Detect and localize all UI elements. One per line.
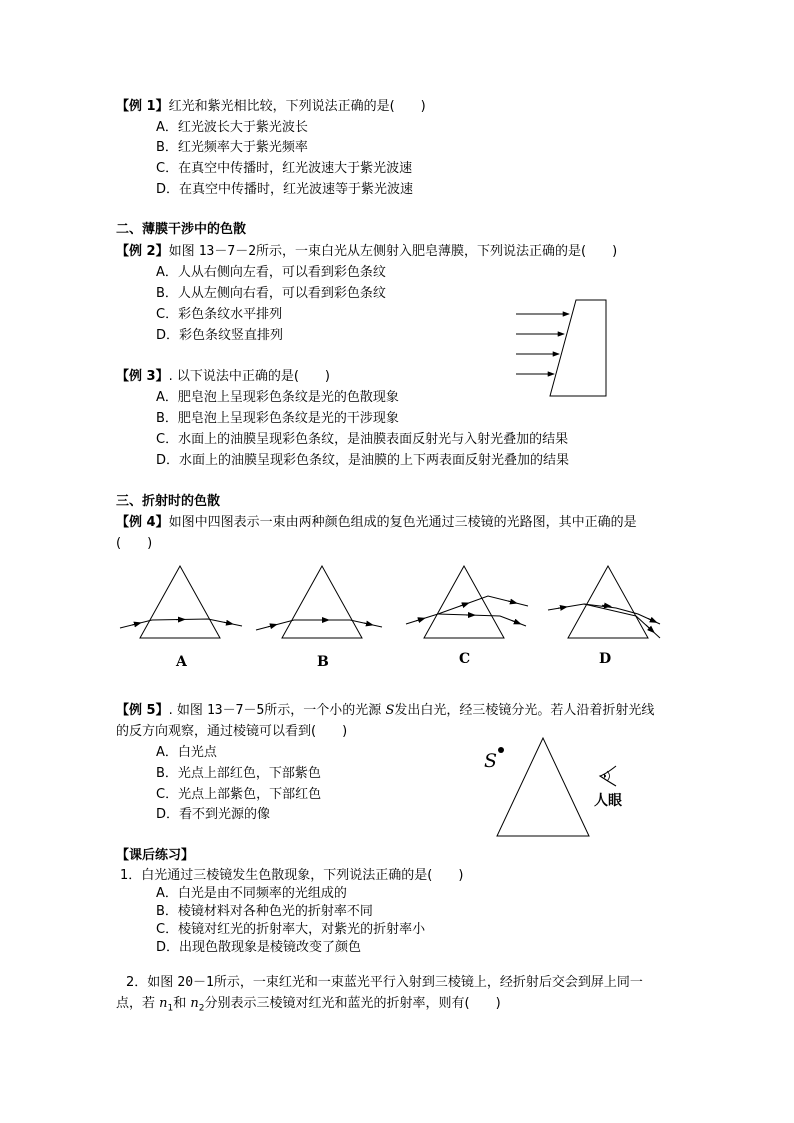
ray-a (120, 619, 242, 628)
example-1-option-a: A．红光波长大于紫光波长 (156, 120, 308, 135)
example-5-option-d: D．看不到光源的像 (156, 807, 271, 822)
diagram-c-label: C (459, 651, 471, 667)
example-3-option-d: D．水面上的油膜呈现彩色条纹，是油膜的上下两表面反射光叠加的结果 (156, 453, 570, 468)
soap-film-figure (510, 296, 610, 398)
prism-b (282, 566, 362, 638)
example-5-stem: 【例 5】. 如图 13－7－5所示，一个小的光源 S发出白光，经三棱镜分光。若人沿着折射光线 (116, 703, 655, 718)
example-3-stem: 【例 3】. 以下说法中正确的是( ) (116, 369, 330, 384)
ray-b (256, 620, 382, 630)
example-2-option-b: B．人从左侧向右看，可以看到彩色条纹 (156, 286, 386, 301)
diagram-a-label: A (176, 654, 187, 670)
diagram-a (120, 566, 242, 638)
light-source-dot (498, 747, 504, 753)
example-2-option-c: C．彩色条纹水平排列 (156, 307, 283, 322)
question-1-option-b: B．棱镜材料对各种色光的折射率不同 (156, 904, 373, 919)
prism-d (568, 566, 648, 638)
prism (497, 738, 589, 836)
diagram-b (256, 566, 382, 638)
eye-label: 人眼 (594, 793, 622, 809)
exercises-title: 【课后练习】 (116, 848, 195, 863)
example-3-option-c: C．水面上的油膜呈现彩色条纹，是油膜表面反射光与入射光叠加的结果 (156, 432, 569, 447)
example-1-option-d: D．在真空中传播时，红光波速等于紫光波速 (156, 182, 414, 197)
ray-d-lower (584, 604, 660, 638)
prism-c (424, 566, 504, 638)
question-2-line-2: 点，若 $n_1$和 $n_2$分别表示三棱镜对红光和蓝光的折射率，则有( ) (116, 996, 501, 1014)
question-2-line-1: 2．如图 20－1所示，一束红光和一束蓝光平行入射到三棱镜上，经折射后交会到屏上同一 (126, 975, 643, 990)
diagram-c (406, 566, 528, 638)
light-source-label: S (484, 750, 498, 772)
prism-ray-diagrams (116, 560, 676, 650)
ray-d-upper (548, 604, 660, 624)
question-1-option-c: C．棱镜对红光的折射率大，对紫光的折射率小 (156, 922, 426, 937)
section-2-title: 二、薄膜干涉中的色散 (116, 222, 247, 237)
example-5-option-a: A．白光点 (156, 745, 217, 760)
example-1-option-c: C．在真空中传播时，红光波速大于紫光波速 (156, 161, 413, 176)
example-4-stem-cont: ( ) (116, 536, 153, 551)
diagram-d (548, 566, 660, 638)
diagram-b-label: B (317, 654, 329, 670)
example-2-option-d: D．彩色条纹竖直排列 (156, 328, 284, 343)
example-5-option-b: B．光点上部红色，下部紫色 (156, 766, 321, 781)
ray-c-lower (438, 614, 526, 626)
section-3-title: 三、折射时的色散 (116, 494, 221, 509)
question-1-option-d: D．出现色散现象是棱镜改变了颜色 (156, 940, 362, 955)
example-5-stem-cont: 的反方向观察，通过棱镜可以看到( ) (116, 724, 348, 739)
example-1-stem: 【例 1】红光和紫光相比较，下列说法正确的是( ) (116, 99, 426, 114)
eye-icon (600, 766, 616, 786)
diagram-d-label: D (599, 651, 612, 667)
example-2-option-a: A．人从右侧向左看，可以看到彩色条纹 (156, 265, 386, 280)
example-4-stem: 【例 4】如图中四图表示一束由两种颜色组成的复色光通过三棱镜的光路图，其中正确的是 (116, 515, 637, 530)
example-5-option-c: C．光点上部紫色，下部红色 (156, 787, 322, 802)
example-3-option-a: A．肥皂泡上呈现彩色条纹是光的色散现象 (156, 390, 399, 405)
question-1-stem: 1．白光通过三棱镜发生色散现象，下列说法正确的是( ) (120, 868, 464, 883)
light-source-prism-figure (480, 736, 640, 840)
question-1-option-a: A．白光是由不同频率的光组成的 (156, 886, 347, 901)
example-1-option-b: B．红光频率大于紫光频率 (156, 140, 308, 155)
example-3-option-b: B．肥皂泡上呈现彩色条纹是光的干涉现象 (156, 411, 399, 426)
prism-a (140, 566, 220, 638)
example-2-stem: 【例 2】如图 13－7－2所示，一束白光从左侧射入肥皂薄膜，下列说法正确的是( ) (116, 244, 618, 259)
